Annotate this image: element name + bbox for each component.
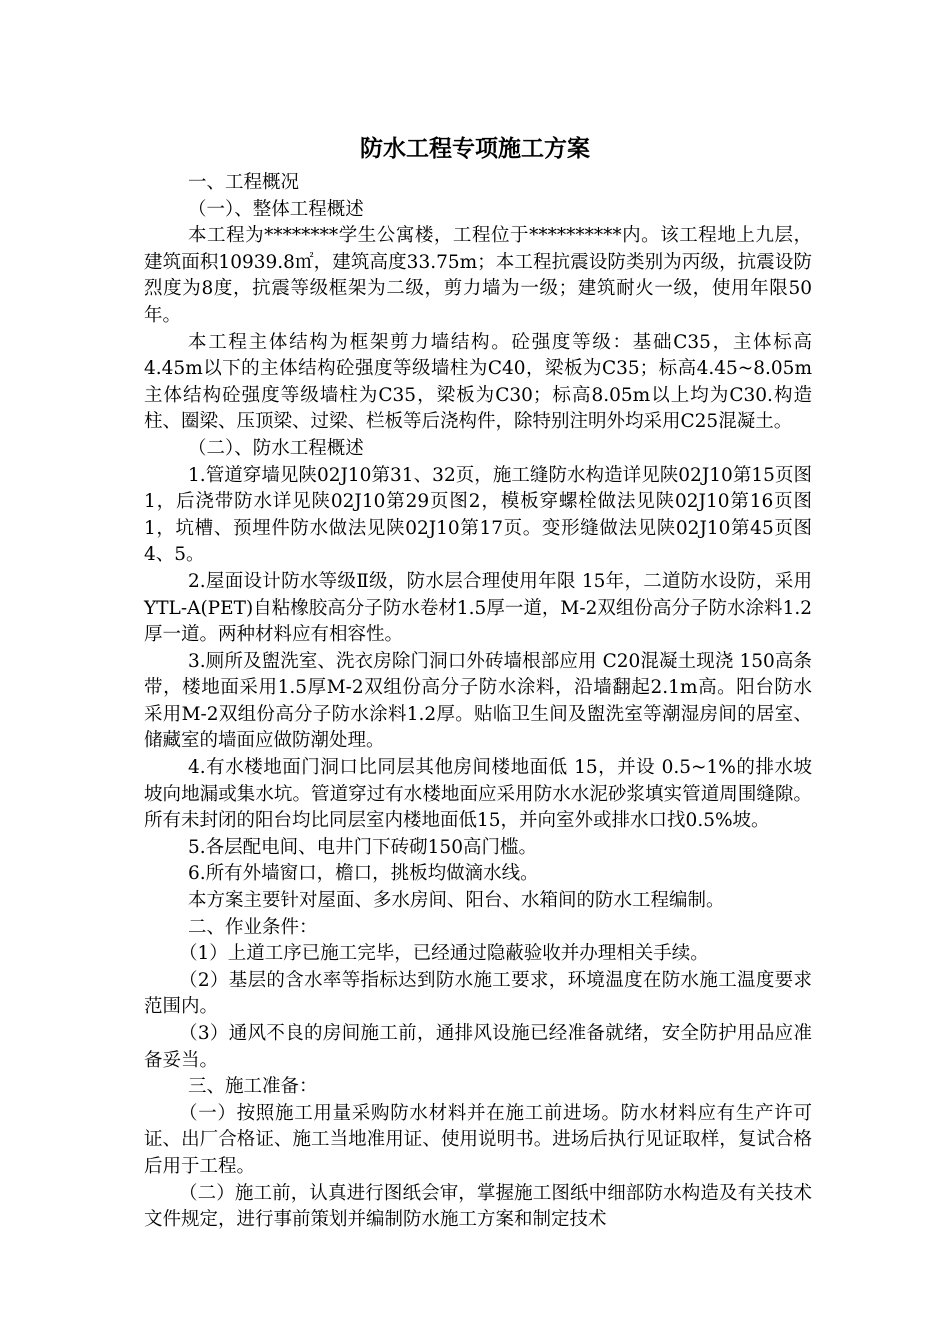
paragraph: （3）通风不良的房间施工前，通排风设施已经准备就绪，安全防护用品应准备妥当。	[144, 1023, 812, 1071]
paragraph: 一、工程概况	[188, 172, 300, 193]
paragraph: （一）、整体工程概述	[188, 198, 364, 220]
paragraph: 二、作业条件：	[188, 916, 318, 938]
paragraph: 三、施工准备：	[188, 1076, 318, 1098]
paragraph: 本方案主要针对屋面、多水房间、阳台、水箱间的防水工程编制。	[188, 890, 725, 912]
paragraph: （一）按照施工用量采购防水材料并在施工前进场。防水材料应有生产许可证、出厂合格证、施工当地准用证、使用说明书。进场后执行见证取样，复试合格后用于工程。	[144, 1102, 812, 1177]
paragraph: （2）基层的含水率等指标达到防水施工要求，环境温度在防水施工温度要求范围内。	[144, 969, 812, 1018]
paragraph: 6.所有外墙窗口，檐口，挑板均做滴水线。	[188, 863, 539, 885]
paragraph: 5.各层配电间、电井门下砖砌150高门槛。	[188, 836, 537, 858]
paragraph: （二）、防水工程概述	[188, 437, 364, 459]
paragraph: 本工程主体结构为框架剪力墙结构。砼强度等级：基础C35，主体标高4.45m以下的主体结构砼强度等级墙柱为C40，梁板为C35；标高4.45~8.05m主体结构砼强度等级墙柱为C35，梁板为C30；标高8.05m以上均为C30.构造柱、圈梁、压顶梁、过梁、栏板等后浇构件，除特别注明外均采用C25混凝土。	[144, 331, 812, 433]
paragraph: 3.厕所及盥洗室、洗衣房除门洞口外砖墙根部应用 C20混凝土现浇 150高条带，楼地面采用1.5厚M-2双组份高分子防水涂料，沿墙翻起2.1m高。阳台防水采用M-2双组份高分子防水涂料1.2厚。贴临卫生间及盥洗室等潮湿房间的居室、储藏室的墙面应做防潮处理。	[144, 650, 812, 752]
paragraph: 2.屋面设计防水等级Ⅱ级，防水层合理使用年限 15年，二道防水设防，采用 YTL-A(PET)自粘橡胶高分子防水卷材1.5厚一道，M-2双组份高分子防水涂料1.2厚一道。两种材料应有相容性。	[144, 570, 812, 646]
document-body	[144, 170, 812, 1234]
paragraph: 1.管道穿墙见陕02J10第31、32页，施工缝防水构造详见陕02J10第15页图1，后浇带防水详见陕02J10第29页图2，模板穿螺栓做法见陕02J10第16页图1，坑槽、预埋件防水做法见陕02J10第17页。变形缝做法见陕02J10第45页图4、5。	[144, 464, 812, 566]
paragraph: 4.有水楼地面门洞口比同层其他房间楼地面低 15，并设 0.5~1%的排水坡坡向地漏或集水坑。管道穿过有水楼地面应采用防水水泥砂浆填实管道周围缝隙。所有未封闭的阳台均比同层室内楼地面低15，并向室外或排水口找0.5%坡。	[144, 757, 812, 832]
paragraph: 本工程为********学生公寓楼，工程位于**********内。该工程地上九层，建筑面积10939.8㎡，建筑高度33.75m；本工程抗震设防类别为丙级，抗震设防烈度为8度，抗震等级框架为二级，剪力墙为一级；建筑耐火一级，使用年限50年。	[144, 225, 812, 326]
paragraph: （1）上道工序已施工完毕，已经通过隐蔽验收并办理相关手续。	[179, 943, 709, 965]
paragraph: （二）施工前，认真进行图纸会审，掌握施工图纸中细部防水构造及有关技术文件规定，进行事前策划并编制防水施工方案和制定技术	[144, 1182, 812, 1231]
document-title: 防水工程专项施工方案	[360, 136, 590, 162]
